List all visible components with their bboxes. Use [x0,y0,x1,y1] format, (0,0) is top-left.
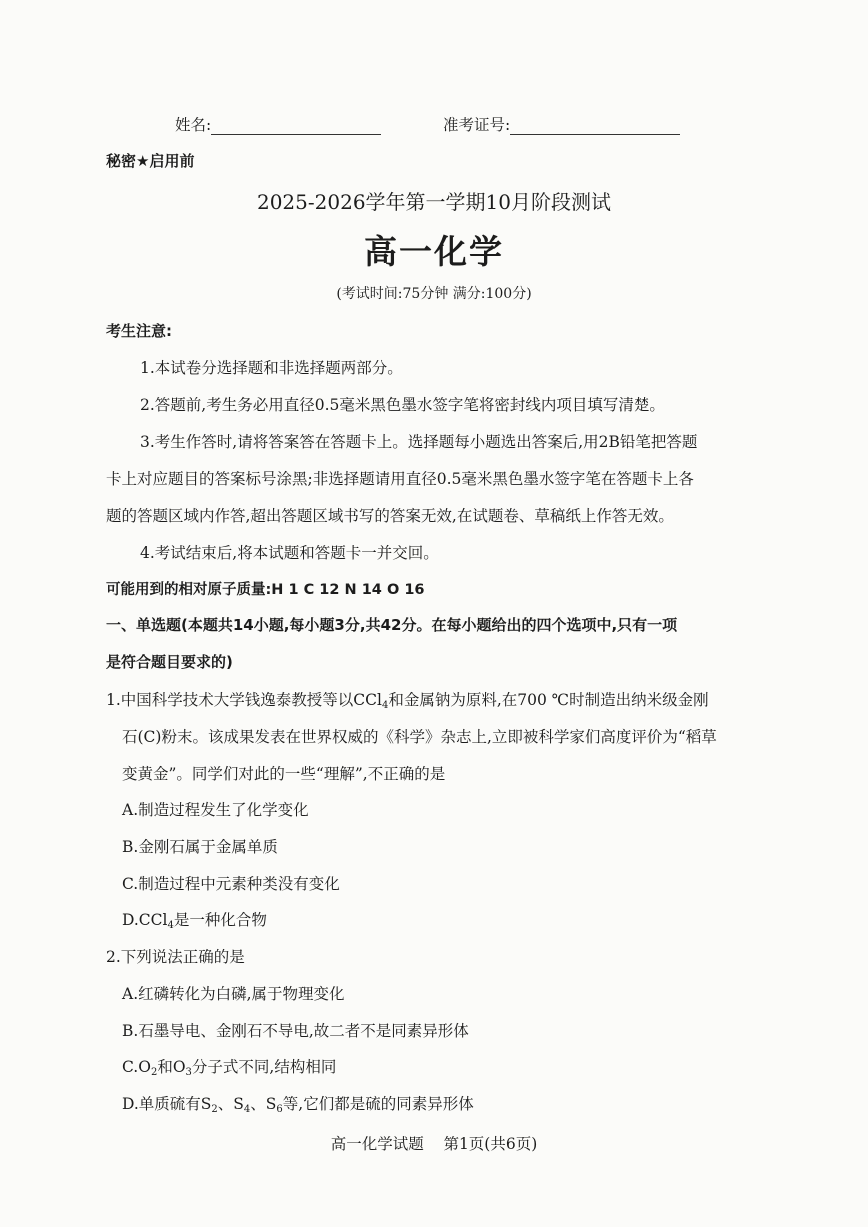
section-heading-line2: 是符合题目要求的) [106,653,233,671]
name-blank[interactable] [211,118,381,135]
q1-option-d[interactable]: D.CCl$_4$是一种化合物 [122,911,267,931]
notice-item-3-line1: 3.考生作答时,请将答案答在答题卡上。选择题每小题选出答案后,用2B铅笔把答题 [140,433,698,451]
q1-stem-line3: 变黄金”。同学们对此的一些“理解”,不正确的是 [122,765,446,783]
q2-stem: 2.下列说法正确的是 [106,948,245,966]
q1-option-a[interactable]: A.制造过程发生了化学变化 [122,801,309,819]
notice-item-4: 4.考试结束后,将本试题和答题卡一并交回。 [140,544,439,562]
q1-stem-line2: 石(C)粉末。该成果发表在世界权威的《科学》杂志上,立即被科学家们高度评价为“稻草 [122,728,717,746]
exam-info: (考试时间:75分钟 满分:100分) [336,286,532,302]
notice-item-3-line2: 卡上对应题目的答案标号涂黑;非选择题请用直径0.5毫米黑色墨水签字笔在答题卡上各 [106,470,694,488]
notice-item-1: 1.本试卷分选择题和非选择题两部分。 [140,359,403,377]
ticket-blank[interactable] [510,118,680,135]
q1-option-b[interactable]: B.金刚石属于金属单质 [122,838,278,856]
page-footer: 高一化学试题 第1页(共6页) [330,1135,538,1153]
notice-item-3-line3: 题的答题区域内作答,超出答题区域书写的答案无效,在试题卷、草稿纸上作答无效。 [106,507,674,525]
q2-option-b[interactable]: B.石墨导电、金刚石不导电,故二者不是同素异形体 [122,1022,469,1040]
ticket-field [443,113,680,135]
q1-stem-line1: 1.中国科学技术大学钱逸泰教授等以CCl$_4$和金属钠为原料,在700 ℃时制造出纳米级金刚 [106,691,709,711]
section-heading-line1: 一、单选题(本题共14小题,每小题3分,共42分。在每小题给出的四个选项中,只有一项 [106,616,678,634]
notice-heading: 考生注意: [106,322,172,340]
atomic-masses: 可能用到的相对原子质量:H 1 C 12 N 14 O 16 [106,582,425,598]
page-title: 高一化学 [364,232,504,271]
notice-item-2: 2.答题前,考生务必用直径0.5毫米黑色墨水签字笔将密封线内项目填写清楚。 [140,396,665,414]
q2-option-d[interactable]: D.单质硫有$S_2$、$S_4$、$S_6$等,它们都是硫的同素异形体 [122,1095,474,1115]
q2-option-c[interactable]: $C.O_2$和$O_3$分子式不同,结构相同 [122,1058,337,1078]
ticket-label: 准考证号: [443,116,511,134]
name-field [175,113,381,135]
exam-subtitle: 2025-2026学年第一学期10月阶段测试 [256,190,611,214]
q2-option-a[interactable]: A.红磷转化为白磷,属于物理变化 [122,985,345,1003]
q1-option-c[interactable]: C.制造过程中元素种类没有变化 [122,875,340,893]
name-label: 姓名: [175,116,212,134]
secret-label: 秘密★启用前 [106,152,195,170]
